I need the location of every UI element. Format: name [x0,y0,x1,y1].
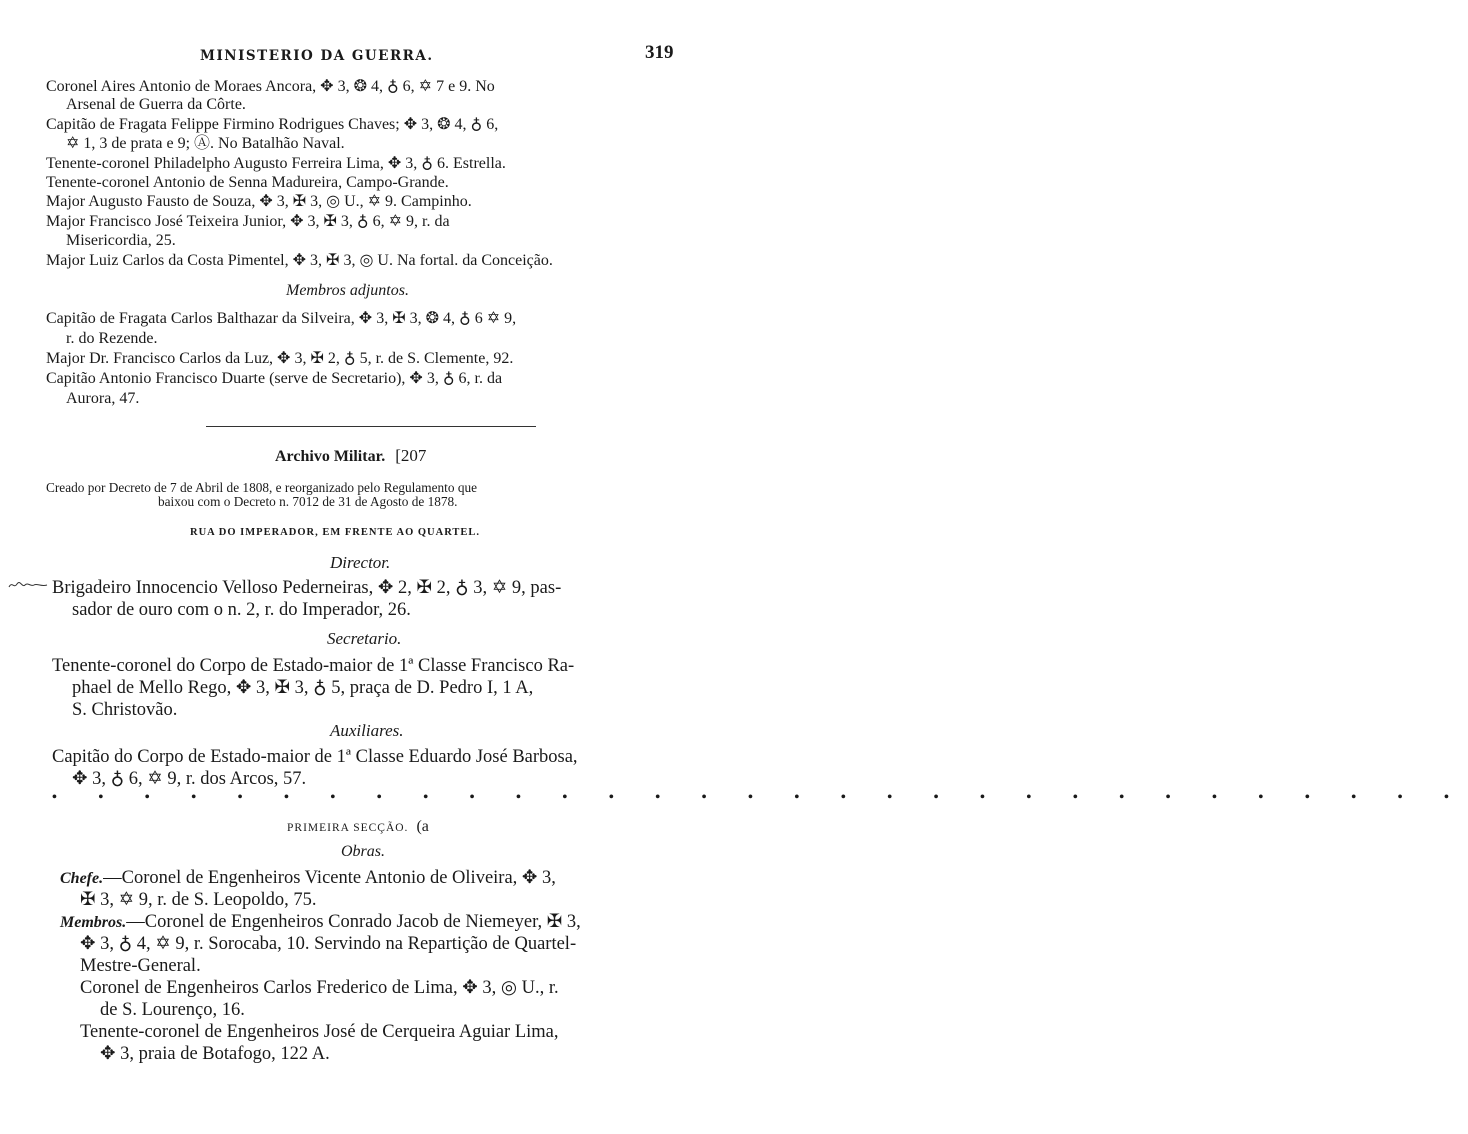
membros-line [60,911,581,934]
entry-line: phael de Mello Rego, ✥ 3, ✠ 3, ♁ 5, praça de D. Pedro I, 1 A, [72,678,534,698]
entry-line: ✥ 3, praia de Botafogo, 122 A. [100,1044,330,1064]
entry-line: r. do Rezende. [66,330,158,347]
archivo-title: Archivo Militar. [275,448,386,465]
entry-line: Tenente-coronel Philadelpho Augusto Ferreira Lima, ✥ 3, ♁ 6. Estrella. [46,155,506,172]
archivo-address: RUA DO IMPERADOR, EM FRENTE AO QUARTEL. [190,527,481,538]
chefe-label: Chefe. [60,870,104,887]
archivo-note: Creado por Decreto de 7 de Abril de 1808, e reorganizado pelo Regulamento que [46,480,478,495]
entry-line: Major Augusto Fausto de Souza, ✥ 3, ✠ 3, ◎ U., ✡ 9. Campinho. [46,193,472,210]
entry-line: sador de ouro com o n. 2, r. do Imperador, 26. [72,600,411,620]
section-divider [206,426,536,427]
archivo-note: baixou com o Decreto n. 7012 de 31 de Agosto de 1878. [158,494,458,509]
section-heading: Auxiliares. [330,721,404,740]
entry-line: Capitão Antonio Francisco Duarte (serve de Secretario), ✥ 3, ♁ 6, r. da [46,370,503,387]
entry-line: ✡ 1, 3 de prata e 9; Ⓐ. No Batalhão Naval. [66,135,345,152]
entry-line: Coronel de Engenheiros Carlos Frederico de Lima, ✥ 3, ◎ U., r. [80,978,559,998]
entry-line: de S. Lourenço, 16. [100,1000,245,1020]
entry-line: Major Luiz Carlos da Costa Pimentel, ✥ 3, ✠ 3, ◎ U. Na fortal. da Conceição. [46,252,553,269]
membros-text: —Coronel de Engenheiros Conrado Jacob de Niemeyer, ✠ 3, [126,912,581,932]
membros-label: Membros. [60,914,127,931]
entry-line: ✠ 3, ✡ 9, r. de S. Leopoldo, 75. [80,890,317,910]
primeira-heading: PRIMEIRA SECÇÃO. [287,822,409,834]
handwritten-annotation-scribble [8,579,48,591]
primeira-heading-line [287,818,429,836]
entry-line: Mestre-General. [80,956,201,976]
handwritten-annotation [8,578,48,590]
entry-line: Capitão do Corpo de Estado-maior de 1ª Classe Eduardo José Barbosa, [52,747,578,767]
entry-line: Major Dr. Francisco Carlos da Luz, ✥ 3, ✠ 2, ♁ 5, r. de S. Clemente, 92. [46,350,514,367]
entry-line: ✥ 3, ♁ 4, ✡ 9, r. Sorocaba, 10. Servindo na Repartição de Quartel- [80,934,577,954]
archivo-title-line [275,446,426,466]
entry-line: Coronel Aires Antonio de Moraes Ancora, ✥ 3, ❂ 4, ♁ 6, ✡ 7 e 9. No [46,78,495,95]
entry-line: Tenente-coronel Antonio de Senna Madureira, Campo-Grande. [46,174,449,191]
section-heading: Obras. [341,843,386,860]
section-heading: Membros adjuntos. [286,282,409,299]
page-number: 319 [645,42,674,63]
archivo-ref: [207 [395,446,427,465]
entry-line: Brigadeiro Innocencio Velloso Pederneiras, ✥ 2, ✠ 2, ♁ 3, ✡ 9, pas- [52,578,562,598]
dotted-separator: • • • • • • • • • • • • • • • • • • • • • • • • • • • • • • • [52,790,1468,805]
primeira-ref: (a [416,818,429,835]
entry-line: Tenente-coronel do Corpo de Estado-maior de 1ª Classe Francisco Ra- [52,656,575,676]
entry-line: ✥ 3, ♁ 6, ✡ 9, r. dos Arcos, 57. [72,769,307,789]
entry-line: Capitão de Fragata Felippe Firmino Rodrigues Chaves; ✥ 3, ❂ 4, ♁ 6, [46,116,499,133]
section-heading: Director. [330,553,391,572]
entry-line: Capitão de Fragata Carlos Balthazar da Silveira, ✥ 3, ✠ 3, ❂ 4, ♁ 6 ✡ 9, [46,310,517,327]
entry-line: S. Christovão. [72,700,178,720]
running-header-title: MINISTERIO DA GUERRA. [200,48,434,64]
section-heading: Secretario. [327,629,402,648]
chefe-text: —Coronel de Engenheiros Vicente Antonio de Oliveira, ✥ 3, [103,868,556,888]
entry-line: Arsenal de Guerra da Côrte. [66,96,246,113]
entry-line: Major Francisco José Teixeira Junior, ✥ 3, ✠ 3, ♁ 6, ✡ 9, r. da [46,213,450,230]
entry-line: Tenente-coronel de Engenheiros José de Cerqueira Aguiar Lima, [80,1022,559,1042]
entry-line: Aurora, 47. [66,390,140,407]
entry-line: Misericordia, 25. [66,232,176,249]
chefe-line [60,867,556,890]
